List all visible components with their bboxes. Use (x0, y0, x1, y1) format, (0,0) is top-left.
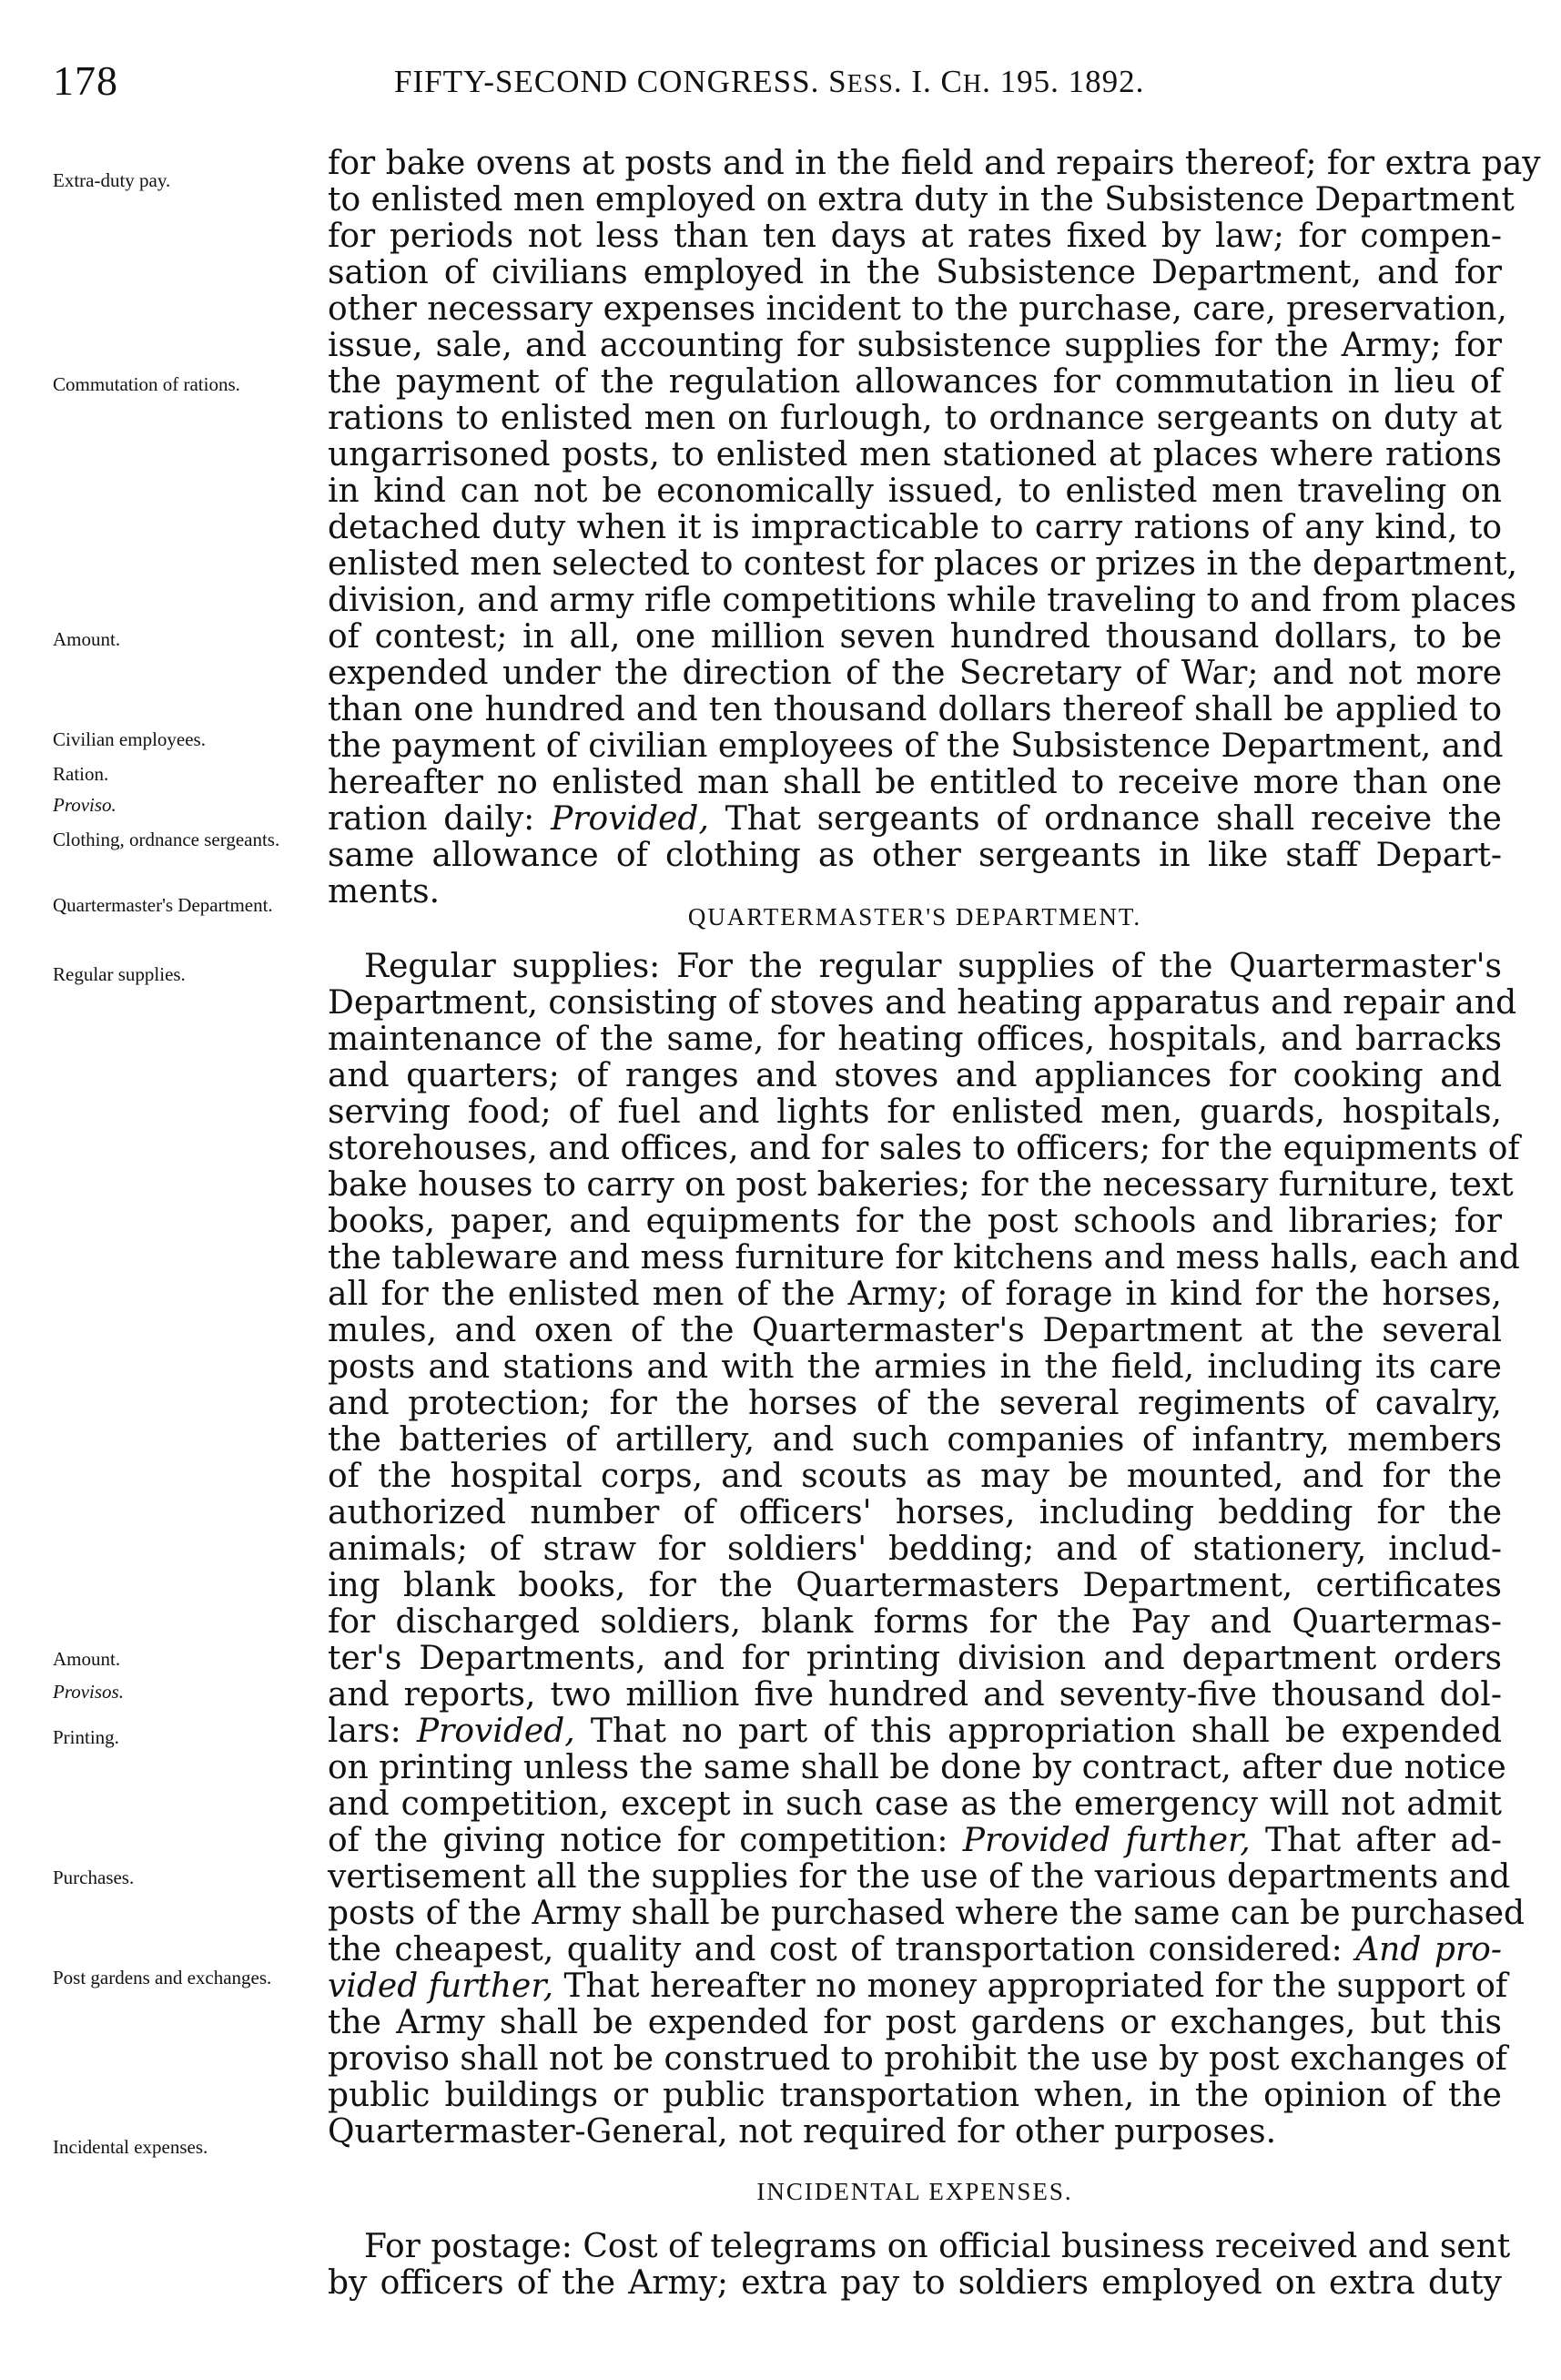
title-congress: FIFTY-SECOND CONGRESS. (394, 64, 820, 99)
text-line: of the hospital corps, and scouts as may be mounted, and for the (328, 1458, 1502, 1495)
text-line: for periods not less than ten days at rates fixed by law; for compen- (328, 218, 1502, 255)
text-line: and quarters; of ranges and stoves and appliances for cooking and (328, 1057, 1502, 1094)
text-line: the payment of civilian employees of the Subsistence Department, and (328, 727, 1504, 765)
title-ch-num: . 195. (982, 64, 1059, 99)
title-sess-initial: S (828, 64, 847, 99)
text-line: maintenance of the same, for heating offices, hospitals, and barracks (328, 1021, 1502, 1058)
text-span: lars: (328, 1713, 401, 1750)
text-line: for discharged soldiers, blank forms for the Pay and Quartermas- (328, 1603, 1502, 1641)
text-line: by officers of the Army; extra pay to soldiers employed on extra duty (328, 2264, 1502, 2302)
text-line: ing blank books, for the Quartermasters Department, certificates (328, 1567, 1502, 1604)
text-line (328, 1714, 1502, 1754)
text-span: the cheapest, quality and cost of transportation considered: (328, 1931, 1343, 1968)
text-line: For postage: Cost of telegrams on official business received and sent (364, 2228, 1511, 2265)
text-line: public buildings or public transportation when, in the opinion of the (328, 2077, 1502, 2114)
title-ch-rest: H (962, 70, 983, 98)
margin-note-civilian-employees: Civilian employees. (53, 728, 206, 750)
margin-note-post-gardens: Post gardens and exchanges. (53, 1967, 272, 1988)
section-heading-incidental: INCIDENTAL EXPENSES. (756, 2178, 1073, 2205)
text-line: posts of the Army shall be purchased where the same can be purchased (328, 1895, 1526, 1932)
text-line: the tableware and mess furniture for kitchens and mess halls, each and (328, 1239, 1520, 1276)
text-line: issue, sale, and accounting for subsistence supplies for the Army; for (328, 327, 1502, 364)
text-line: in kind can not be economically issued, to enlisted men traveling on (328, 473, 1502, 510)
text-line: the Army shall be expended for post gardens or exchanges, but this (328, 2004, 1502, 2041)
text-line: Quartermaster-General, not required for other purposes. (328, 2113, 1277, 2151)
proviso-italic: Provided, (551, 800, 709, 838)
page-header (53, 56, 1500, 120)
text-line: rations to enlisted men on furlough, to ordnance sergeants on duty at (328, 400, 1502, 437)
text-line: on printing unless the same shall be done by contract, after due notice (328, 1749, 1506, 1786)
text-line: other necessary expenses incident to the purchase, care, preservation, (328, 290, 1507, 328)
proviso-italic: Provided further, (962, 1822, 1251, 1859)
text-line (328, 1932, 1502, 1972)
text-line: bake houses to carry on post bakeries; for the necessary furniture, text (328, 1166, 1514, 1204)
text-line: books, paper, and equipments for the post schools and libraries; for (328, 1203, 1502, 1240)
text-span: That no part of this appropriation shall be expended (590, 1713, 1502, 1750)
page-number: 178 (53, 57, 118, 104)
margin-note-purchases: Purchases. (53, 1866, 135, 1888)
text-span: ration daily: (328, 800, 535, 838)
text-span: That after ad- (1264, 1822, 1502, 1859)
margin-note-provisos: Provisos. (53, 1681, 124, 1703)
text-line: mules, and oxen of the Quartermaster's Department at the several (328, 1312, 1502, 1349)
text-line: all for the enlisted men of the Army; of forage in kind for the horses, (328, 1276, 1502, 1313)
margin-note-clothing: Clothing, ordnance sergeants. (53, 829, 280, 850)
running-title (394, 64, 1144, 100)
text-span: of the giving notice for competition: (328, 1822, 948, 1859)
text-line: and competition, except in such case as the emergency will not admit (328, 1785, 1502, 1823)
proviso-italic: And pro- (1355, 1931, 1502, 1968)
proviso-italic: Provided, (416, 1713, 575, 1750)
margin-note-proviso: Proviso. (53, 794, 117, 816)
margin-note-amount-2: Amount. (53, 1648, 121, 1670)
text-line: of contest; in all, one million seven hundred thousand dollars, to be (328, 618, 1502, 656)
text-line: Department, consisting of stoves and heating apparatus and repair and (328, 984, 1517, 1022)
text-line: enlisted men selected to contest for places or prizes in the department, (328, 545, 1518, 583)
text-line (328, 1823, 1502, 1863)
text-line: same allowance of clothing as other sergeants in like staff Depart- (328, 837, 1502, 874)
text-line: authorized number of officers' horses, including bedding for the (328, 1494, 1502, 1531)
text-line: hereafter no enlisted man shall be entitled to receive more than one (328, 764, 1502, 801)
title-sess-num: . I. (893, 64, 932, 99)
text-line: expended under the direction of the Secretary of War; and not more (328, 655, 1502, 692)
text-line: posts and stations and with the armies in the field, including its care (328, 1348, 1502, 1386)
text-line: ments. (328, 873, 441, 910)
proviso-italic: vided further, (328, 1968, 554, 2005)
text-line: proviso shall not be construed to prohibit the use by post exchanges of (328, 2040, 1507, 2078)
margin-note-commutation: Commutation of rations. (53, 373, 240, 395)
text-line: sation of civilians employed in the Subsistence Department, and for (328, 254, 1502, 291)
text-line: storehouses, and offices, and for sales to officers; for the equipments of (328, 1130, 1520, 1167)
margin-note-ration: Ration. (53, 763, 109, 785)
margin-note-qm-department: Quartermaster's Department. (53, 894, 273, 916)
margin-note-extra-duty-pay: Extra-duty pay. (53, 169, 171, 191)
margin-note-printing: Printing. (53, 1726, 119, 1748)
margin-note-regular-supplies: Regular supplies. (53, 963, 186, 985)
text-line: detached duty when it is impracticable to carry rations of any kind, to (328, 509, 1502, 546)
text-span: That sergeants of ordnance shall receive the (725, 800, 1502, 838)
margin-note-amount: Amount. (53, 628, 121, 650)
text-line: serving food; of fuel and lights for enlisted men, guards, hospitals, (328, 1093, 1502, 1131)
title-sess-rest: ESS (846, 70, 894, 98)
text-line: to enlisted men employed on extra duty in the Subsistence Department (328, 181, 1515, 219)
text-line: and protection; for the horses of the several regiments of cavalry, (328, 1385, 1502, 1422)
text-line: for bake ovens at posts and in the field and repairs thereof; for extra pay (328, 145, 1541, 182)
text-line: vertisement all the supplies for the use of the various departments and (328, 1858, 1511, 1896)
title-year: 1892. (1068, 64, 1145, 99)
text-line: division, and army rifle competitions while traveling to and from places (328, 582, 1517, 619)
text-line: animals; of straw for soldiers' bedding; and of stationery, includ- (328, 1531, 1502, 1568)
text-line: than one hundred and ten thousand dollars thereof shall be applied to (328, 691, 1502, 728)
text-line (328, 1968, 1508, 2009)
text-span: That hereafter no money appropriated for the support of (563, 1968, 1508, 2005)
section-heading-quartermaster: QUARTERMASTER'S DEPARTMENT. (687, 903, 1142, 931)
text-line: ungarrisoned posts, to enlisted men stationed at places where rations (328, 436, 1502, 473)
text-line: ter's Departments, and for printing division and department orders (328, 1640, 1502, 1677)
text-line (328, 801, 1502, 841)
text-line: Regular supplies: For the regular supplies of the Quartermaster's (364, 948, 1502, 985)
margin-note-incidental: Incidental expenses. (53, 2136, 208, 2158)
title-ch-initial: C (940, 64, 963, 99)
text-line: the payment of the regulation allowances for commutation in lieu of (328, 363, 1502, 401)
text-line: and reports, two million five hundred and seventy-five thousand dol- (328, 1676, 1502, 1714)
text-line: the batteries of artillery, and such companies of infantry, members (328, 1421, 1502, 1459)
